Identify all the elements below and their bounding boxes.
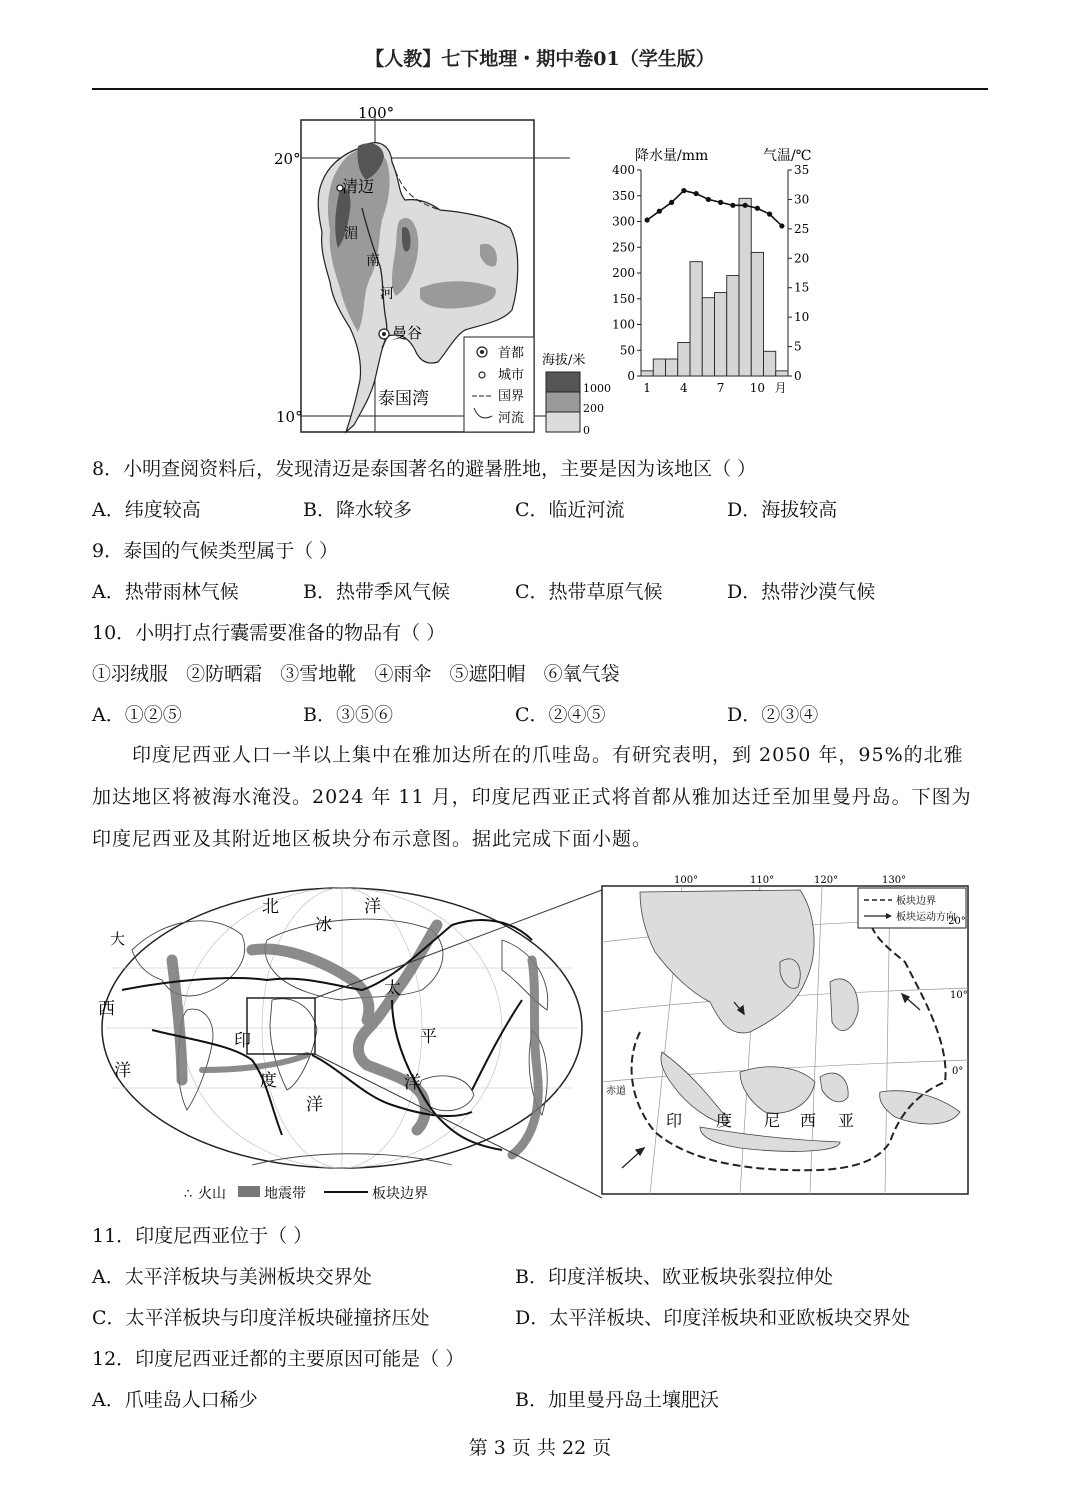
wm-label-bei: 北 [262,897,279,917]
q12-option-b[interactable]: B．加里曼丹岛土壤肥沃 [515,1389,719,1411]
city-bangkok-label: 曼谷 [392,324,423,342]
inset-lon-130: 130° [882,875,907,886]
inset-lat-20: 20° [948,916,966,927]
wm-label-yang-p: 洋 [404,1073,421,1093]
world-plate-map [92,880,602,1205]
elev-0: 0 [583,424,590,437]
chart-y2-tick-label: 15 [794,280,810,295]
q12-option-a[interactable]: A．爪哇岛人口稀少 [92,1389,258,1411]
chart-temp-line [647,191,782,226]
inset-legend-direction: 板块运动方向 [896,912,956,923]
chart-bar [641,371,653,376]
q10-option-b[interactable]: B．③⑤⑥ [303,704,393,726]
wm-label-yin: 印 [234,1031,251,1051]
chart-y-tick-label: 400 [612,163,635,177]
wm-label-yang-a: 洋 [114,1061,131,1081]
legend-river: 河流 [498,411,525,426]
river-char-3: 河 [380,286,394,302]
chart-x-tick-label: 1 [643,381,651,395]
inset-country-2: 度 [716,1111,733,1130]
chart-y2-tick-label: 5 [794,339,802,354]
chart-y-tick-label: 100 [612,317,635,332]
lat-bottom-label: 10° [276,408,303,426]
wm-legend-boundary: 板块边界 [372,1186,428,1202]
q10-option-d[interactable]: D．②③④ [727,704,819,726]
chart-y-tick-label: 350 [612,188,635,203]
q9-option-c[interactable]: C．热带草原气候 [515,581,663,603]
inset-country-3: 尼 [764,1111,781,1130]
chart-y2label: 气温/℃ [763,148,812,164]
q10-option-a[interactable]: A．①②⑤ [92,704,182,726]
q9-option-b[interactable]: B．热带季风气候 [303,581,450,603]
chart-bar [764,351,776,376]
wm-volcano-icon: ∴ [184,1187,193,1202]
wm-label-xi: 西 [98,999,115,1019]
indonesia-inset-map [600,872,980,1198]
chart-bar [690,262,702,376]
chart-y-tick-label: 300 [612,214,635,229]
header-rule [92,88,988,90]
chart-temp-point [730,203,735,208]
thailand-map [270,100,611,440]
wm-label-da: 大 [110,930,126,948]
chart-y2-tick-label: 0 [794,369,802,383]
chart-temp-point [755,206,760,211]
elev-1000: 1000 [583,382,611,395]
q9-stem: 9．泰国的气候类型属于（ ） [92,540,339,562]
chart-temp-point [681,188,686,193]
chart-y-tick-label: 200 [612,266,635,280]
chart-y2-tick-label: 35 [794,163,810,177]
legend-city: 城市 [498,368,525,383]
q9-option-a[interactable]: A．热带雨林气候 [92,581,239,603]
river-char-1: 湄 [344,226,358,242]
chart-bar [776,371,788,376]
chart-bar [653,359,665,376]
chart-bar [715,293,727,376]
inset-lon-100: 100° [674,875,699,886]
wm-label-yang-i: 洋 [306,1095,323,1115]
chart-x-tick-label: 4 [680,381,688,395]
river-char-2: 南 [366,253,380,269]
chart-y-tick-label: 250 [612,240,635,255]
passage-line-2: 加达地区将被海水淹没。2024 年 11 月，印度尼西亚正式将首都从雅加达迁至加里曼丹岛。下图为 [92,786,972,808]
chart-temp-point [669,200,674,205]
chart-y-tick-label: 150 [612,291,635,306]
q10-option-c[interactable]: C．②④⑤ [515,704,606,726]
q11-option-d[interactable]: D．太平洋板块、印度洋板块和亚欧板块交界处 [515,1307,911,1329]
passage-line-1: 印度尼西亚人口一半以上集中在雅加达所在的爪哇岛。有研究表明，到 2050 年，95%的北雅 [132,744,964,766]
lat-top-label: 20° [274,150,301,168]
elev-title: 海拔/米 [542,353,586,368]
chart-y2-tick-label: 30 [794,192,810,207]
chart-temp-point [657,209,662,214]
inset-equator-label: 赤道 [606,1086,626,1097]
q8-option-a[interactable]: A．纬度较高 [92,499,201,521]
gulf-label: 泰国湾 [378,389,429,409]
chart-y2-tick-label: 20 [794,251,810,266]
chart-temp-point [779,223,784,228]
passage [92,734,988,860]
chart-y-tick-label: 0 [627,369,635,383]
q11-option-c[interactable]: C．太平洋板块与印度洋板块碰撞挤压处 [92,1307,430,1329]
inset-legend-boundary: 板块边界 [896,896,936,907]
chart-y2-tick-label: 10 [794,310,810,325]
chart-ylabel: 降水量/mm [635,148,709,164]
inset-lat-10: 10° [950,990,968,1001]
chart-bar [678,343,690,376]
chart-y-tick-label: 50 [619,343,635,358]
chart-temp-point [718,200,723,205]
chart-y2-tick-label: 25 [794,221,810,236]
climate-chart [605,140,830,405]
chart-xlabel: 月 [774,381,787,395]
q8-option-b[interactable]: B．降水较多 [303,499,412,521]
q8-option-c[interactable]: C．临近河流 [515,499,625,521]
chart-x-tick-label: 10 [749,381,766,395]
inset-country-5: 亚 [838,1111,855,1130]
q11-option-a[interactable]: A．太平洋板块与美洲板块交界处 [92,1266,372,1288]
q10-items: ①羽绒服 ②防晒霜 ③雪地靴 ④雨伞 ⑤遮阳帽 ⑥氧气袋 [92,663,620,685]
wm-label-ping: 平 [420,1027,437,1047]
passage-line-3: 印度尼西亚及其附近地区板块分布示意图。据此完成下面小题。 [92,828,653,850]
q11-option-b[interactable]: B．印度洋板块、欧亚板块张裂拉伸处 [515,1266,833,1288]
legend-capital: 首都 [498,346,525,361]
wm-legend-quake: 地震带 [264,1186,306,1202]
chart-temp-point [694,191,699,196]
inset-lat-0: 0° [952,1066,964,1077]
chart-x-tick-label: 7 [716,381,725,395]
wm-label-bing: 冰 [315,915,332,935]
wm-label-du: 度 [260,1071,277,1091]
wm-label-tai: 太 [384,979,401,999]
q10-stem: 10．小明打点行囊需要准备的物品有（ ） [92,622,446,644]
chart-temp-point [743,203,748,208]
chart-bar [739,198,751,376]
page-footer: 第 3 页 共 22 页 [468,1437,612,1459]
lon-label: 100° [358,104,395,122]
legend-border: 国界 [498,389,525,404]
q11-stem: 11．印度尼西亚位于（ ） [92,1225,313,1247]
chart-temp-point [767,212,772,217]
city-chiangmai-label: 清迈 [342,177,375,196]
q12-stem: 12．印度尼西亚迁都的主要原因可能是（ ） [92,1348,465,1370]
inset-country-4: 西 [800,1111,817,1130]
chart-bar [666,359,678,376]
inset-country-1: 印 [666,1111,683,1130]
chart-temp-point [706,197,711,202]
wm-quake-swatch [238,1186,260,1197]
q9-option-d[interactable]: D．热带沙漠气候 [727,581,876,603]
chart-bar [751,252,763,376]
chart-temp-point [645,217,650,222]
wm-legend-volcano: 火山 [198,1186,226,1202]
q8-stem: 8．小明查阅资料后，发现清迈是泰国著名的避暑胜地，主要是因为该地区（ ） [92,458,757,480]
q8-option-d[interactable]: D．海拔较高 [727,499,838,521]
chart-bar [702,298,714,376]
inset-lon-120: 120° [814,875,839,886]
page-header: 【人教】七下地理・期中卷01（学生版） [365,48,715,70]
inset-lon-110: 110° [750,875,775,886]
chart-bar [727,276,739,376]
wm-label-yang-n: 洋 [364,897,381,917]
elev-200: 200 [583,402,604,415]
